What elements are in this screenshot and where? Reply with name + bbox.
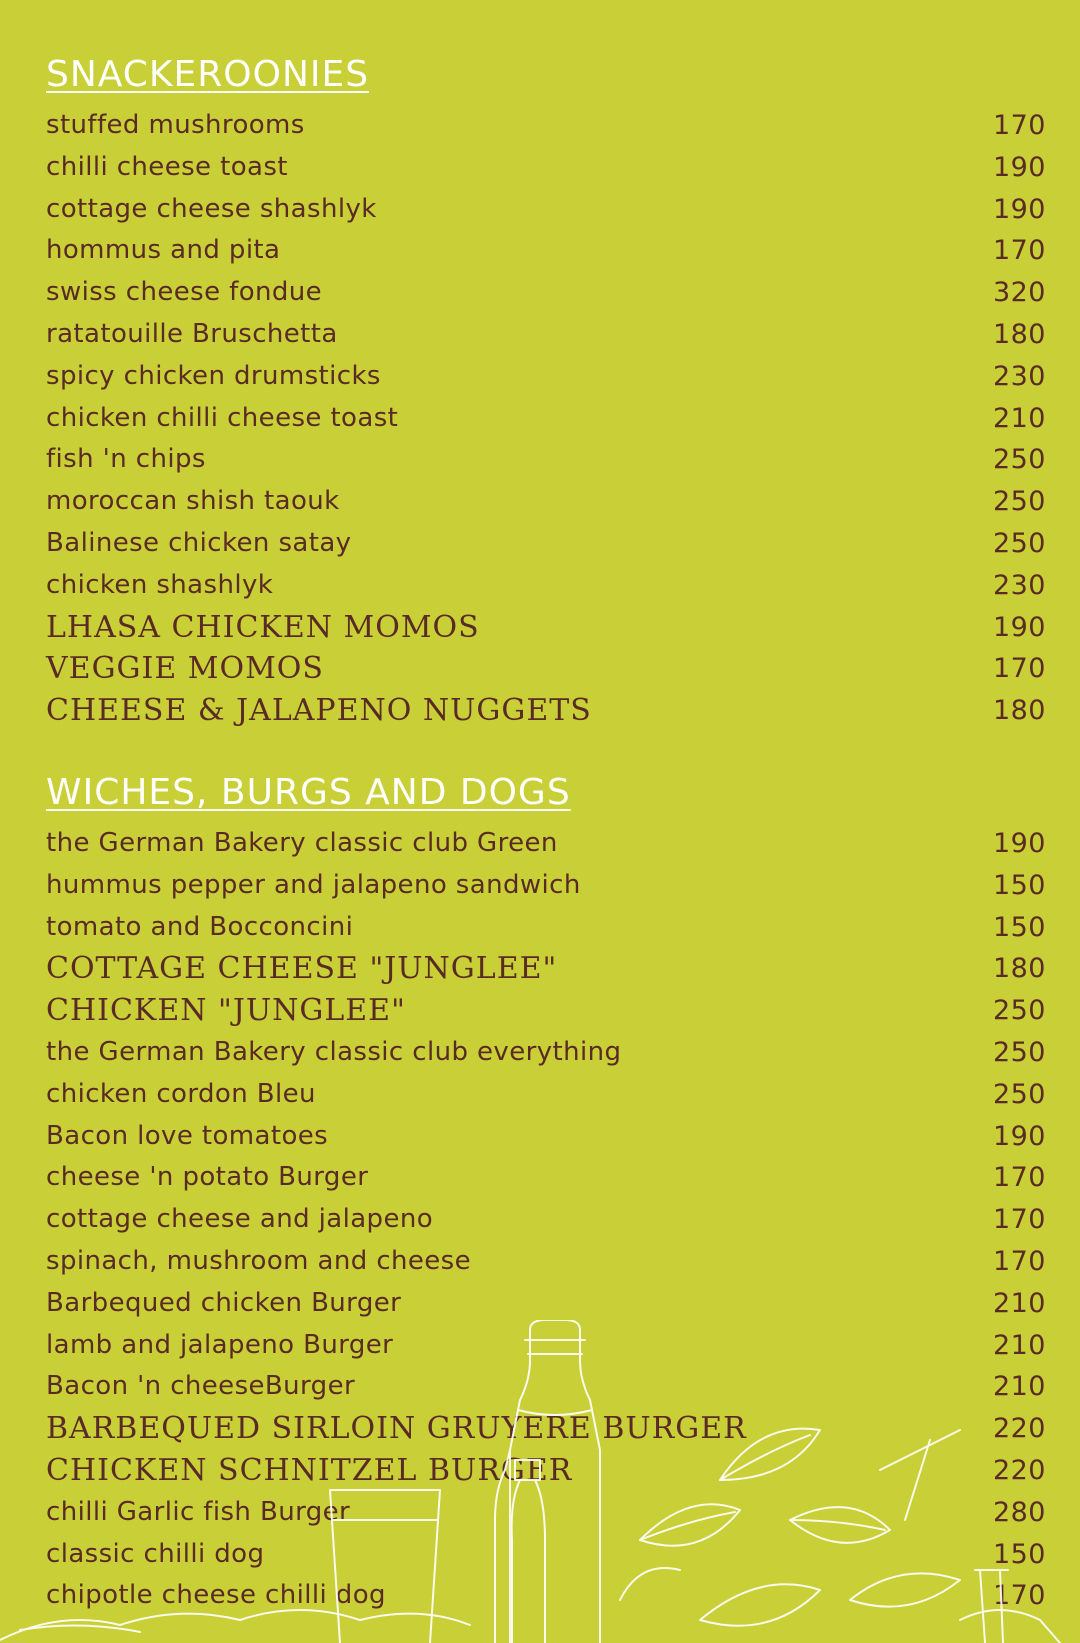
- menu-item: [46, 1199, 1046, 1241]
- item-name: ratatouille Bruschetta: [46, 318, 338, 349]
- item-name: cottage cheese and jalapeno: [46, 1204, 434, 1235]
- menu-item: [46, 565, 1046, 607]
- item-name: hommus and pita: [46, 235, 281, 266]
- item-price: 190: [992, 828, 1046, 859]
- item-name: cheese 'n potato Burger: [46, 1162, 369, 1193]
- item-name: CHEESE & JALAPENO NUGGETS: [46, 693, 592, 729]
- item-name: classic chilli dog: [46, 1538, 265, 1569]
- menu-item: [46, 356, 1046, 398]
- item-price: 190: [992, 611, 1046, 643]
- item-name: BARBEQUED SIRLOIN GRUYERE BURGER: [46, 1411, 747, 1447]
- item-name: Bacon 'n cheeseBurger: [46, 1371, 356, 1402]
- menu-item: [46, 1366, 1046, 1408]
- menu-items-list: [46, 105, 1046, 732]
- menu-item: [46, 230, 1046, 272]
- item-price: 170: [992, 653, 1046, 685]
- item-price: 150: [992, 1538, 1046, 1570]
- item-price: 170: [992, 1245, 1046, 1277]
- item-price: 250: [992, 1078, 1046, 1110]
- menu-item: [46, 314, 1046, 356]
- item-name: Barbequed chicken Burger: [46, 1287, 402, 1318]
- menu-item: [46, 105, 1046, 147]
- item-price: 250: [992, 444, 1046, 476]
- item-price: 210: [992, 402, 1046, 434]
- item-price: 180: [992, 953, 1046, 985]
- menu-item: [46, 865, 1046, 907]
- item-price: 190: [992, 193, 1046, 225]
- item-name: swiss cheese fondue: [46, 277, 323, 308]
- menu-item: [46, 1450, 1046, 1492]
- item-price: 180: [992, 318, 1046, 350]
- item-name: the German Bakery classic club everything: [46, 1036, 622, 1067]
- item-name: tomato and Bocconcini: [46, 911, 354, 942]
- item-name: cottage cheese shashlyk: [46, 193, 377, 224]
- item-name: VEGGIE MOMOS: [46, 651, 324, 687]
- item-name: Balinese chicken satay: [46, 527, 352, 558]
- menu-item: [46, 439, 1046, 481]
- section-wiches-burgs-dogs: [46, 770, 1046, 1617]
- item-name: spinach, mushroom and cheese: [46, 1245, 472, 1276]
- item-price: 170: [992, 110, 1046, 141]
- menu-item: [46, 1575, 1046, 1617]
- menu-item: [46, 948, 1046, 990]
- menu-item: [46, 481, 1046, 523]
- section-snackeroonies: [46, 52, 1046, 732]
- item-price: 230: [992, 569, 1046, 601]
- item-name: moroccan shish taouk: [46, 486, 340, 517]
- item-price: 150: [992, 869, 1046, 901]
- item-price: 170: [992, 1580, 1046, 1612]
- item-price: 210: [992, 1329, 1046, 1361]
- item-price: 230: [992, 360, 1046, 392]
- menu-item: [46, 1116, 1046, 1158]
- item-name: CHICKEN "JUNGLEE": [46, 993, 406, 1029]
- item-name: chilli Garlic fish Burger: [46, 1496, 351, 1527]
- menu-item: [46, 1074, 1046, 1116]
- menu-item: [46, 1408, 1046, 1450]
- item-name: chicken cordon Bleu: [46, 1078, 316, 1109]
- menu-item: [46, 823, 1046, 865]
- item-price: 250: [992, 995, 1046, 1027]
- item-price: 220: [992, 1413, 1046, 1445]
- menu-item: [46, 1157, 1046, 1199]
- menu-item: [46, 990, 1046, 1032]
- item-name: the German Bakery classic club Green: [46, 828, 558, 858]
- item-price: 250: [992, 527, 1046, 559]
- menu-item: [46, 523, 1046, 565]
- menu-item: [46, 1492, 1046, 1534]
- item-price: 210: [992, 1371, 1046, 1403]
- menu-items-list: [46, 823, 1046, 1617]
- section-title: SNACKEROONIES: [46, 54, 370, 95]
- menu-item: [46, 147, 1046, 189]
- item-price: 220: [992, 1454, 1046, 1486]
- menu-item: [46, 398, 1046, 440]
- item-name: Bacon love tomatoes: [46, 1120, 329, 1151]
- menu-item: [46, 690, 1046, 732]
- item-price: 170: [992, 1162, 1046, 1194]
- item-price: 180: [992, 695, 1046, 727]
- section-title: WICHES, BURGS AND DOGS: [46, 772, 571, 813]
- item-price: 190: [992, 151, 1046, 183]
- menu-item: [46, 189, 1046, 231]
- menu-item: [46, 907, 1046, 949]
- item-name: chipotle cheese chilli dog: [46, 1580, 386, 1611]
- menu-item: [46, 1325, 1046, 1367]
- menu-item: [46, 648, 1046, 690]
- item-name: stuffed mushrooms: [46, 110, 305, 140]
- item-price: 170: [992, 235, 1046, 267]
- item-name: CHICKEN SCHNITZEL BURGER: [46, 1452, 573, 1488]
- item-name: fish 'n chips: [46, 444, 206, 475]
- item-price: 250: [992, 486, 1046, 518]
- menu-item: [46, 1032, 1046, 1074]
- item-name: chilli cheese toast: [46, 151, 288, 182]
- item-price: 320: [992, 277, 1046, 309]
- item-name: COTTAGE CHEESE "JUNGLEE": [46, 951, 558, 987]
- item-name: spicy chicken drumsticks: [46, 360, 381, 391]
- menu-item: [46, 1241, 1046, 1283]
- item-price: 210: [992, 1287, 1046, 1319]
- item-name: hummus pepper and jalapeno sandwich: [46, 869, 581, 900]
- item-price: 190: [992, 1120, 1046, 1152]
- item-price: 280: [992, 1496, 1046, 1528]
- item-name: lamb and jalapeno Burger: [46, 1329, 394, 1360]
- item-price: 250: [992, 1036, 1046, 1068]
- menu-item: [46, 272, 1046, 314]
- menu-item: [46, 607, 1046, 649]
- item-name: chicken shashlyk: [46, 569, 274, 600]
- item-price: 150: [992, 911, 1046, 943]
- menu-item: [46, 1534, 1046, 1576]
- menu-item: [46, 1283, 1046, 1325]
- item-price: 170: [992, 1204, 1046, 1236]
- item-name: LHASA CHICKEN MOMOS: [46, 609, 480, 645]
- item-name: chicken chilli cheese toast: [46, 402, 399, 433]
